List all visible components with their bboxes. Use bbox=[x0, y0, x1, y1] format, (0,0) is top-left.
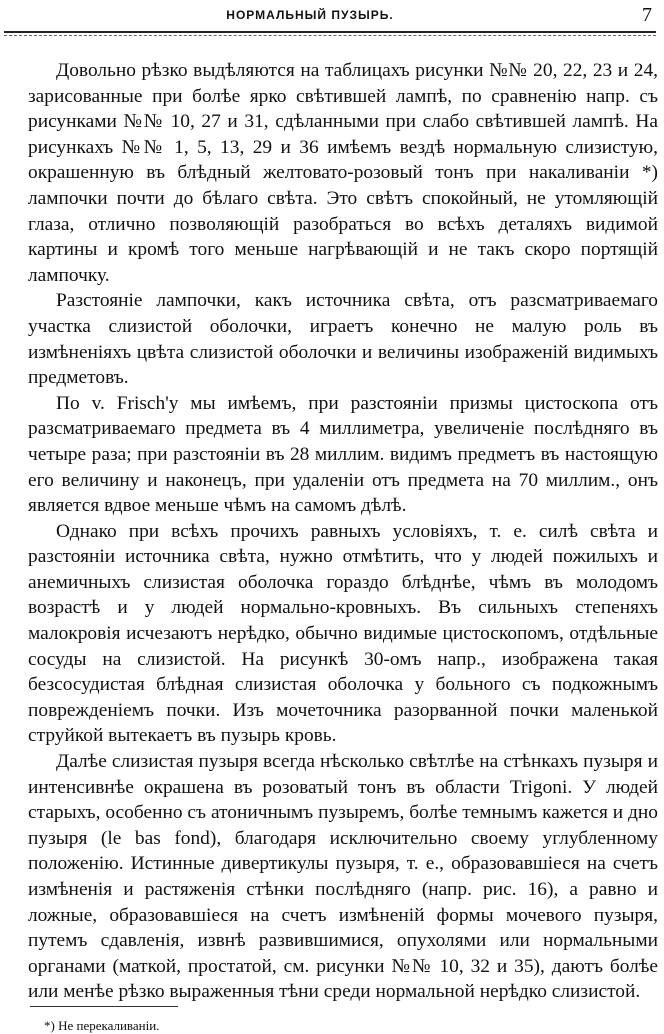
paragraph-frisch-magnification: По v. Frisch'у мы имѣемъ, при разстояніи призмы цистоскопа отъ разсматриваемаго предмета въ 4 миллиметра, увеличеніе послѣдняго въ четыре раза; при разстояніи въ 28 миллим. видимъ предметъ въ настоящую его величину и наконецъ, при удаленіи отъ предмета на 70 миллим., онъ является вдвое меньше чѣмъ на самомъ дѣлѣ. bbox=[28, 392, 658, 517]
header-rule bbox=[4, 31, 656, 33]
paragraph-lamp-brightness: Довольно рѣзко выдѣляются на таблицахъ рисунки №№ 20, 22, 23 и 24, зарисованные при болѣе ярко свѣтившей лампѣ, по сравненію напр. съ рисунками №№ 10, 27 и 31, сдѣланными при слабо свѣтившей лампѣ. На рисункахъ №№ 1, 5, 13, 29 и 36 имѣемъ вездѣ нормальную слизистую, окрашенную въ блѣдный желтовато-розовый тонъ при накаливаніи *) лампочки почти до бѣлаго свѣта. Это свѣтъ спокойный, не утомляющій глаза, отлично позволяющій разобраться во всѣхъ деталяхъ видимой картины и кромѣ того меньше нагрѣвающій и не такъ скоро портящій лампочку. bbox=[28, 60, 658, 286]
running-head-title: НОРМАЛЬНЫЙ ПУЗЫРЬ. bbox=[226, 8, 394, 22]
running-head bbox=[4, 4, 656, 30]
footnote-rule bbox=[30, 1006, 178, 1007]
paragraph-lamp-distance: Разстояніе лампочки, какъ источника свѣта, отъ разсматриваемаго участка слизистой оболочки, играетъ конечно не малую роль въ измѣненіяхъ цвѣта слизистой оболочки и величины изображеній видимыхъ предметовъ. bbox=[28, 290, 658, 389]
header-rule-dashed bbox=[4, 35, 656, 36]
footnote: *) Не перекаливаніи. bbox=[44, 1018, 160, 1033]
body-text bbox=[28, 58, 658, 1005]
paragraph-trigoni-diverticula: Далѣе слизистая пузыря всегда нѣсколько свѣтлѣе на стѣнкахъ пузыря и интенсивнѣе окрашена въ розоватый тонъ въ области Trigoni. У людей старыхъ, особенно съ атоничнымъ пузыремъ, болѣе темнымъ кажется и дно пузыря (le bas fond), благодаря исключительно своему углубленному положенію. Истинные дивертикулы пузыря, т. е., образовавшіеся на счетъ измѣненія и растяженія стѣнки послѣдняго (напр. рис. 16), а равно и ложные, образовавшіеся на счетъ измѣненій формы мочевого пузыря, путемъ сдавленія, извнѣ развившимися, опухолями или нормальными органами (маткой, простатой, см. рисунки №№ 10, 32 и 35), даютъ болѣе или менѣе рѣзко выраженныя тѣни среди нормальной нерѣдко слизистой. bbox=[28, 751, 658, 1003]
paragraph-mucosa-pallor: Однако при всѣхъ прочихъ равныхъ условіяхъ, т. е. силѣ свѣта и разстояніи источника свѣта, нужно отмѣтить, что у людей пожилыхъ и анемичныхъ слизистая оболочка гораздо блѣднѣе, чѣмъ въ молодомъ возрастѣ и у людей нормально-кровныхъ. Въ сильныхъ степеняхъ малокровія исчезаютъ нерѣдко, обычно видимые цистоскопомъ, отдѣльные сосуды на слизистой. На рисункѣ 30-омъ напр., изображена такая безсосудистая блѣдная слизистая оболочка у больного съ подкожнымъ поврежденіемъ почки. Изъ мочеточника разорванной почки маленькой струйкой вытекаетъ въ пузырь кровь. bbox=[28, 520, 658, 747]
page-number: 7 bbox=[642, 4, 652, 26]
